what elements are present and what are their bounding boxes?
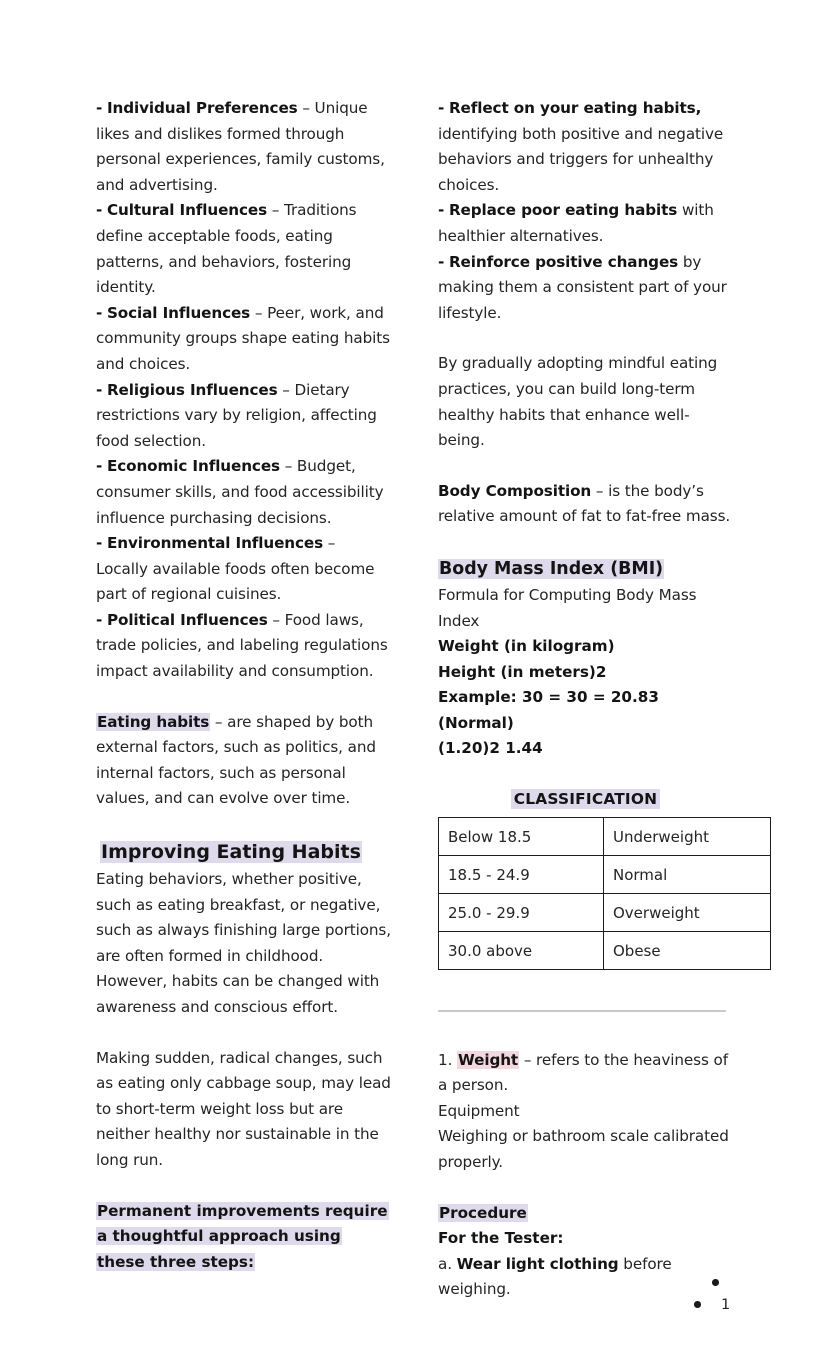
page-number: 1 <box>721 1297 731 1313</box>
table-row <box>439 932 771 970</box>
spacer <box>438 530 733 555</box>
table-row <box>439 894 771 932</box>
step-body: with healthier alternatives. <box>438 201 714 245</box>
influence-body: – Traditions define acceptable foods, eating patterns, and behaviors, fostering identity. <box>96 201 357 297</box>
influence-body: – Peer, work, and community groups shape eating habits and choices. <box>96 303 390 373</box>
eating-habits-term: Eating habits <box>97 712 210 731</box>
spacer <box>96 1021 391 1046</box>
step-term: Reflect on your eating habits, <box>448 99 702 117</box>
influence-item <box>96 454 391 531</box>
step-item <box>438 250 733 327</box>
table-cell-category: Obese <box>604 932 771 970</box>
influence-term: Religious Influences <box>106 380 278 399</box>
influence-term: Economic Influences <box>106 457 280 476</box>
tester-step <box>438 1252 733 1303</box>
bmi-formula-line: Weight (in kilogram) <box>438 637 615 656</box>
bmi-heading-text: Body Mass Index (BMI) <box>439 558 664 579</box>
eating-habits-body: – are shaped by both external factors, such as politics, and internal factors, such as personal values, and can evolve over time. <box>96 712 376 808</box>
influence-body: – Unique likes and dislikes formed through personal experiences, family customs, and advertising. <box>96 99 385 194</box>
step-dash: - <box>438 99 445 117</box>
weight-number: 1. <box>438 1050 458 1069</box>
spacer <box>438 1012 733 1048</box>
weight-term: Weight <box>458 1050 519 1069</box>
permanent-improvements-statement <box>96 1199 391 1276</box>
left-column <box>96 96 391 1275</box>
tester-step-letter: a. <box>438 1254 457 1273</box>
bullet-dot-icon <box>694 1301 701 1308</box>
for-the-tester-label: For the Tester: <box>438 1229 564 1248</box>
influence-dash: - <box>96 303 103 322</box>
bmi-classification-table <box>438 817 771 970</box>
bmi-formula-line: Example: 30 = 30 = 20.83 (Normal) <box>438 688 659 732</box>
influence-dash: - <box>96 457 103 476</box>
influence-dash: - <box>96 534 103 553</box>
procedure-heading-text: Procedure <box>439 1203 527 1222</box>
spacer <box>438 326 733 351</box>
step-body: identifying both positive and negative behaviors and triggers for unhealthy choices. <box>438 124 724 194</box>
footer-bullet-row-bottom <box>694 1294 784 1316</box>
procedure-heading <box>438 1201 733 1227</box>
spacer <box>96 1174 391 1199</box>
spacer <box>96 685 391 710</box>
spacer <box>438 454 733 479</box>
equipment-label: Equipment <box>438 1101 520 1120</box>
influence-dash: - <box>96 610 103 629</box>
influence-term: Social Influences <box>106 303 251 322</box>
influence-body: – Budget, consumer skills, and food accessibility influence purchasing decisions. <box>96 457 384 527</box>
table-cell-range: Below 18.5 <box>439 818 604 856</box>
influence-item <box>96 198 391 300</box>
spacer <box>438 970 733 1010</box>
spacer <box>96 812 391 837</box>
table-cell-category: Normal <box>604 856 771 894</box>
bmi-formula-intro: Formula for Computing Body Mass Index <box>438 585 697 630</box>
influence-body: – Food laws, trade policies, and labeling regulations impact availability and consumption. <box>96 610 388 681</box>
body-composition-term: Body Composition <box>438 481 592 500</box>
body-composition-definition <box>438 479 733 530</box>
influence-item <box>96 608 391 685</box>
spacer <box>438 762 733 787</box>
permanent-improvements-text: Permanent improvements require a thoughtful approach using these three steps: <box>97 1201 388 1271</box>
weight-definition <box>438 1048 733 1099</box>
classification-title <box>438 787 733 811</box>
step-dash: - <box>438 201 445 220</box>
tester-step-term: Wear light clothing <box>456 1254 619 1273</box>
tester-step-body: before weighing. <box>438 1254 672 1299</box>
influence-term: Environmental Influences <box>106 534 324 553</box>
influence-item <box>96 301 391 378</box>
bullet-dot-icon <box>712 1279 719 1286</box>
bmi-formula-line: Height (in meters)2 <box>438 662 607 681</box>
bmi-heading <box>438 555 733 583</box>
table-row <box>439 818 771 856</box>
influence-term: Cultural Influences <box>106 201 268 220</box>
table-cell-category: Overweight <box>604 894 771 932</box>
body-composition-body: – is the body’s relative amount of fat to fat-free mass. <box>438 481 731 526</box>
bmi-formula-line: (1.20)2 1.44 <box>438 739 543 758</box>
footer-bullet-row-top <box>694 1272 784 1294</box>
influence-item <box>96 96 391 198</box>
mindful-eating-paragraph: By gradually adopting mindful eating practices, you can build long-term healthy habits that enhance well-being. <box>438 354 718 450</box>
table-row <box>439 856 771 894</box>
influence-body: – Dietary restrictions vary by religion, affecting food selection. <box>96 380 377 450</box>
spacer <box>438 1176 733 1201</box>
step-dash: - <box>438 252 445 271</box>
step-term: Reinforce positive changes <box>448 252 679 271</box>
weight-body: – refers to the heaviness of a person. <box>438 1050 728 1095</box>
improving-eating-habits-heading-text: Improving Eating Habits <box>101 841 361 864</box>
step-term: Replace poor eating habits <box>448 201 678 220</box>
step-item <box>438 96 733 198</box>
eating-habits-definition <box>96 710 391 812</box>
right-column <box>438 96 733 1303</box>
influence-term: Political Influences <box>106 610 268 629</box>
sudden-changes-paragraph: Making sudden, radical changes, such as eating only cabbage soup, may lead to short-term weight loss but are neither healthy nor sustainable in the long run. <box>96 1048 391 1169</box>
step-body: by making them a consistent part of your lifestyle. <box>438 252 727 322</box>
influence-dash: - <box>96 380 103 399</box>
table-cell-range: 25.0 - 29.9 <box>439 894 604 932</box>
equipment-description: Weighing or bathroom scale calibrated properly. <box>438 1127 729 1171</box>
table-cell-category: Underweight <box>604 818 771 856</box>
influence-item <box>96 378 391 455</box>
influence-dash: - <box>96 201 103 220</box>
influence-dash: - <box>96 99 103 117</box>
page-footer <box>694 1272 784 1316</box>
influence-term: Individual Preferences <box>106 99 298 117</box>
step-item <box>438 198 733 249</box>
improving-eating-habits-heading <box>96 837 391 867</box>
table-cell-range: 30.0 above <box>439 932 604 970</box>
improving-eating-habits-paragraph: Eating behaviors, whether positive, such as eating breakfast, or negative, such as always finishing large portions, are often formed in childhood. However, habits can be changed with awareness and conscious effort. <box>96 870 391 1016</box>
influence-item <box>96 531 391 608</box>
table-cell-range: 18.5 - 24.9 <box>439 856 604 894</box>
classification-title-text: CLASSIFICATION <box>511 789 660 809</box>
influence-body: – Locally available foods often become part of regional cuisines. <box>96 534 375 604</box>
